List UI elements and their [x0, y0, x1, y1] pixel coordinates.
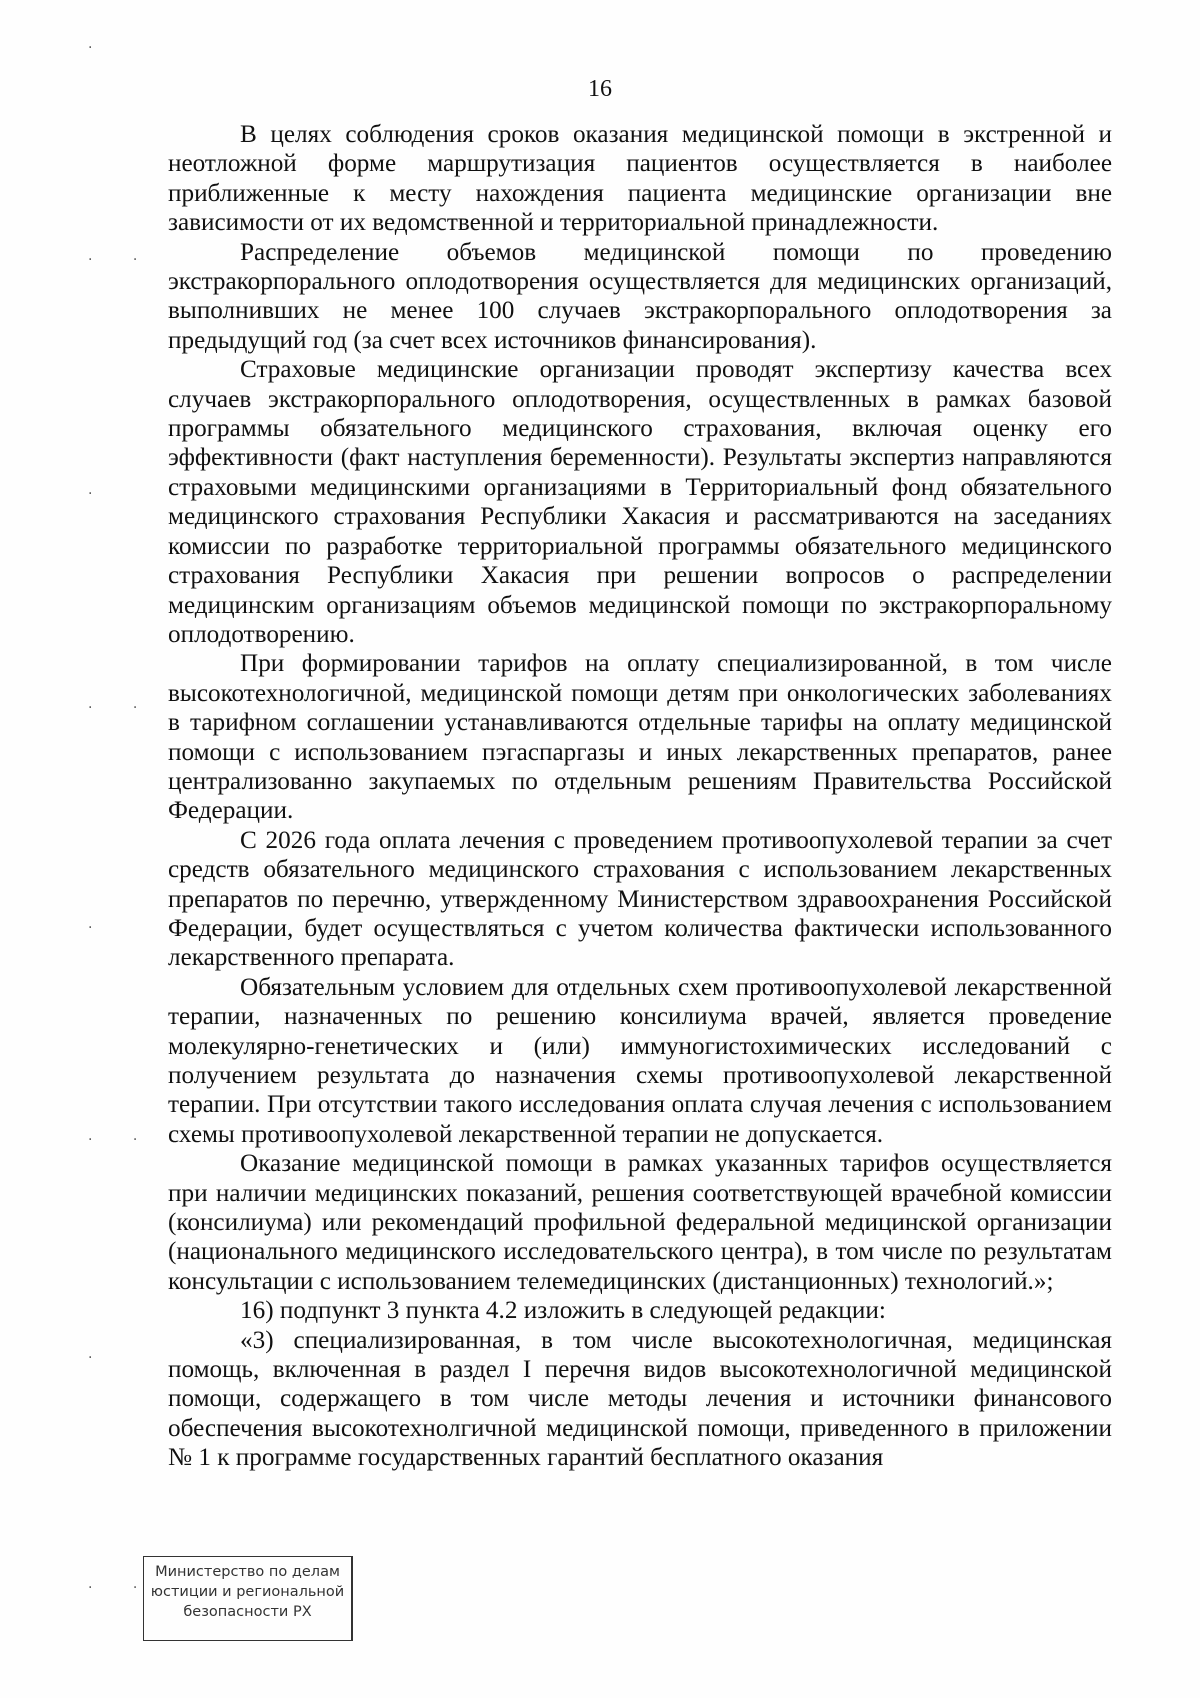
- document-body: [168, 120, 1112, 1473]
- scan-margin-mark: · ·: [88, 1132, 156, 1148]
- stamp-line-2: юстиции и региональной: [150, 1584, 345, 1600]
- scan-margin-mark: · ·: [88, 700, 156, 716]
- paragraph-2: Распределение объемов медицинской помощи по проведению экстракорпорального оплодотворения осуществляется для медицинских организаций, выполнивших не менее 100 случаев экстракорпорального оплодотворения за предыдущий год (за счет всех источников финансирования).: [168, 238, 1112, 354]
- scan-margin-mark: · ·: [88, 252, 156, 268]
- scan-margin-mark: ·: [88, 1350, 111, 1366]
- paragraph-9: «3) специализированная, в том числе высокотехнологичная, медицинская помощь, включенная в раздел I перечня видов высокотехнологичной медицинской помощи, содержащего в том числе методы лечения и источники финансового обеспечения высокотехнолгичной медицинской помощи, приведенного в приложении № 1 к программе государственных гарантий бесплатного оказания: [168, 1326, 1112, 1472]
- scan-margin-mark: ·: [88, 40, 111, 56]
- ministry-stamp: [143, 1556, 353, 1641]
- paragraph-6: Обязательным условием для отдельных схем противоопухолевой лекарственной терапии, назначенных по решению консилиума врачей, является проведение молекулярно-генетических и (или) иммуногистохимических исследований с получением результата до назначения схемы противоопухолевой лекарственной терапии. При отсутствии такого исследования оплата случая лечения с использованием схемы противоопухолевой лекарственной терапии не допускается.: [168, 973, 1112, 1148]
- paragraph-7: Оказание медицинской помощи в рамках указанных тарифов осуществляется при наличии медицинских показаний, решения соответствующей врачебной комиссии (консилиума) или рекомендаций профильной федеральной медицинской организации (национального медицинского исследовательского центра), в том числе по результатам консультации с использованием телемедицинских (дистанционных) технологий.»;: [168, 1150, 1112, 1295]
- stamp-line-3: безопасности РХ: [183, 1604, 312, 1620]
- stamp-line-1: Министерство по делам: [155, 1564, 340, 1580]
- paragraph-4: При формировании тарифов на оплату специализированной, в том числе высокотехнологичной, медицинской помощи детям при онкологических заболеваниях в тарифном соглашении устанавливаются отдельные тарифы на оплату медицинской помощи с использованием пэгаспаргазы и иных лекарственных препаратов, ранее централизованно закупаемых по отдельным решениям Правительства Российской Федерации.: [168, 650, 1112, 825]
- paragraph-8: 16) подпункт 3 пункта 4.2 изложить в следующей редакции:: [240, 1297, 886, 1325]
- paragraph-1: В целях соблюдения сроков оказания медицинской помощи в экстренной и неотложной форме маршрутизация пациентов осуществляется в наиболее приближенные к месту нахождения пациента медицинские организации вне зависимости от их ведомственной и территориальной принадлежности.: [168, 121, 1112, 237]
- scan-margin-mark: ·: [88, 486, 111, 502]
- scan-margin-mark: ·: [88, 920, 111, 936]
- paragraph-3: Страховые медицинские организации проводят экспертизу качества всех случаев экстракорпорального оплодотворения, осуществленных в рамках базовой программы обязательного медицинского страхования, включая оценку его эффективности (факт наступления беременности). Результаты экспертиз направляются страховыми медицинскими организациями в Территориальный фонд обязательного медицинского страхования Республики Хакасия и рассматриваются на заседаниях комиссии по разработке территориальной программы обязательного медицинского страхования Республики Хакасия при решении вопросов о распределении медицинским организациям объемов медицинской помощи по экстракорпоральному оплодотворению.: [168, 356, 1112, 648]
- page-number: 16: [588, 76, 612, 102]
- paragraph-5: С 2026 года оплата лечения с проведением противоопухолевой терапии за счет средств обязательного медицинского страхования с использованием лекарственных препаратов по перечню, утвержденному Министерством здравоохранения Российской Федерации, будет осуществляться с учетом количества фактически использованного лекарственного препарата.: [168, 826, 1112, 972]
- scan-margin-mark: · ·: [88, 1580, 156, 1596]
